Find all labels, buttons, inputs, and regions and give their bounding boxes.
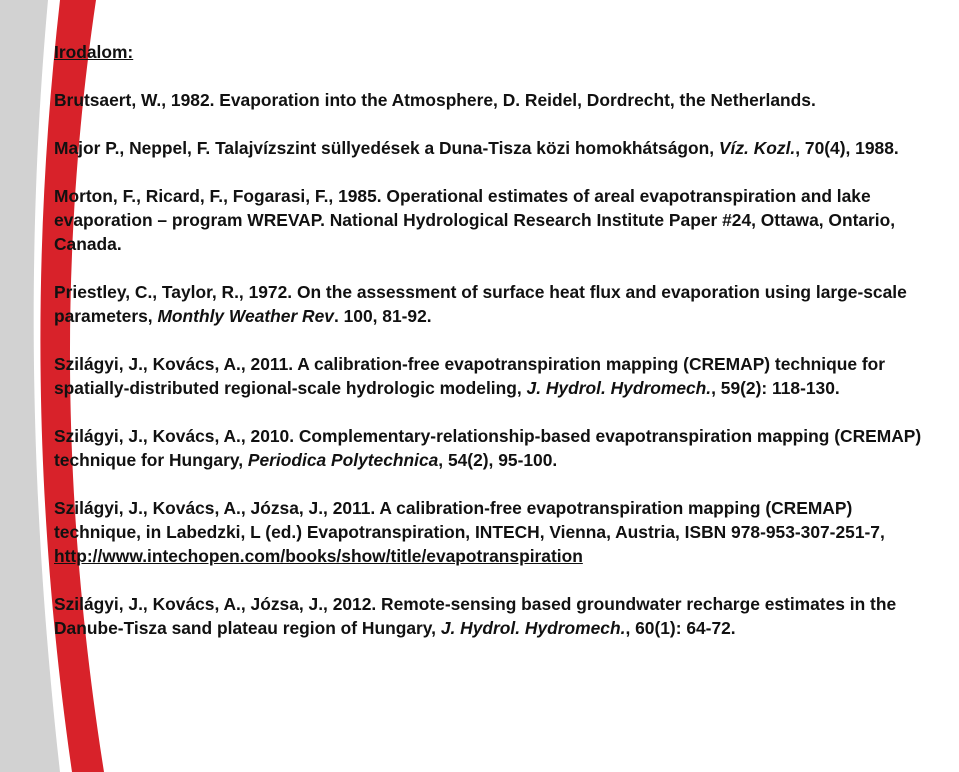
reference-item (54, 352, 944, 400)
reference-details: , 70(4), 1988. (795, 138, 899, 158)
reference-link[interactable]: http://www.intechopen.com/books/show/title/evapotranspiration (54, 546, 583, 566)
reference-details: , 59(2): 118-130. (711, 378, 840, 398)
page-title: Irodalom: (54, 42, 134, 62)
reference-item (54, 88, 944, 112)
journal-name: Monthly Weather Rev (157, 306, 334, 326)
references-slide (54, 40, 944, 640)
reference-item (54, 280, 944, 328)
reference-text: Brutsaert, W., 1982. Evaporation into the Atmosphere, D. Reidel, Dordrecht, the Netherlands. (54, 90, 816, 110)
journal-name: J. Hydrol. Hydromech. (440, 618, 626, 638)
reference-details: , 60(1): 64-72. (625, 618, 736, 638)
reference-text: Szilágyi, J., Kovács, A., 2011. A calibration-free evapotranspiration mapping (CREMAP) technique for spatially-distributed regional-scale hydrologic modeling, (54, 354, 886, 398)
reference-item (54, 136, 944, 160)
reference-text: Szilágyi, J., Kovács, A., 2010. Complementary-relationship-based evapotranspiration mapping (CREMAP) technique for Hungary, (54, 426, 922, 470)
journal-name: Víz. Kozl. (718, 138, 796, 158)
reference-text: Priestley, C., Taylor, R., 1972. On the assessment of surface heat flux and evaporation using large-scale parameters, (54, 282, 907, 326)
reference-details: . 100, 81-92. (333, 306, 432, 326)
reference-item (54, 592, 944, 640)
reference-text: Major P., Neppel, F. Talajvízszint süllyedések a Duna-Tisza közi homokhátságon, (54, 138, 719, 158)
reference-details: , 54(2), 95-100. (438, 450, 558, 470)
reference-item (54, 184, 944, 256)
reference-list (54, 88, 944, 640)
reference-text: Szilágyi, J., Kovács, A., Józsa, J., 2011. A calibration-free evapotranspiration mapping (CREMAP) technique, in Labedzki, L (ed.) Evapotranspiration, INTECH, Vienna, Austria, ISBN 978-953-307-251-7, (54, 498, 885, 542)
journal-name: J. Hydrol. Hydromech. (526, 378, 712, 398)
reference-text: Szilágyi, J., Kovács, A., Józsa, J., 2012. Remote-sensing based groundwater recharge estimates in the Danube-Tisza sand plateau region of Hungary, (54, 594, 897, 638)
journal-name: Periodica Polytechnica (247, 450, 439, 470)
reference-text: Morton, F., Ricard, F., Fogarasi, F., 1985. Operational estimates of areal evapotranspiration and lake evaporation – program WREVAP. National Hydrological Research Institute Paper #24, Ottawa, Ontario, Canada. (54, 186, 896, 254)
reference-item (54, 496, 944, 568)
reference-item (54, 424, 944, 472)
